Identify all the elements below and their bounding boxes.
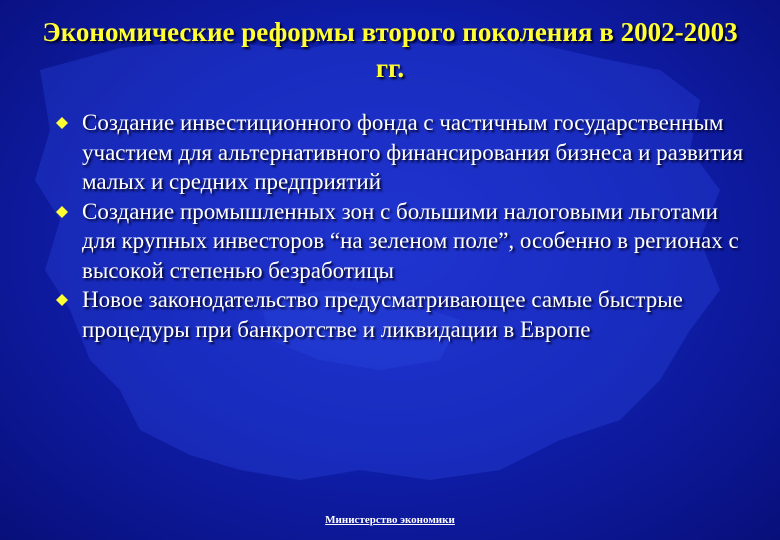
bullet-item-investment-fund xyxy=(54,108,744,197)
diamond-bullet-icon xyxy=(56,294,68,306)
diamond-bullet-icon xyxy=(56,206,68,218)
footer-ministry-label: Министерство экономики xyxy=(325,514,455,526)
bullet-item-industrial-zones xyxy=(54,197,744,286)
bullet-text: Создание промышленных зон с большими налоговыми льготами для крупных инвесторов “на зеленом поле”, особенно в регионах с высокой степенью безработицы xyxy=(82,198,739,283)
bullet-list xyxy=(54,108,744,344)
bullet-item-bankruptcy-law xyxy=(54,285,744,344)
bullet-text: Новое законодательство предусматривающее самые быстрые процедуры при банкротстве и ликвидации в Европе xyxy=(82,287,683,342)
bullet-text: Создание инвестиционного фонда с частичным государственным участием для альтернативного финансирования бизнеса и развития малых и средних предприятий xyxy=(82,110,744,194)
diamond-bullet-icon xyxy=(56,117,68,129)
footer xyxy=(0,514,780,526)
slide-title: Экономические реформы второго поколения в 2002-2003 гг. xyxy=(42,17,738,83)
